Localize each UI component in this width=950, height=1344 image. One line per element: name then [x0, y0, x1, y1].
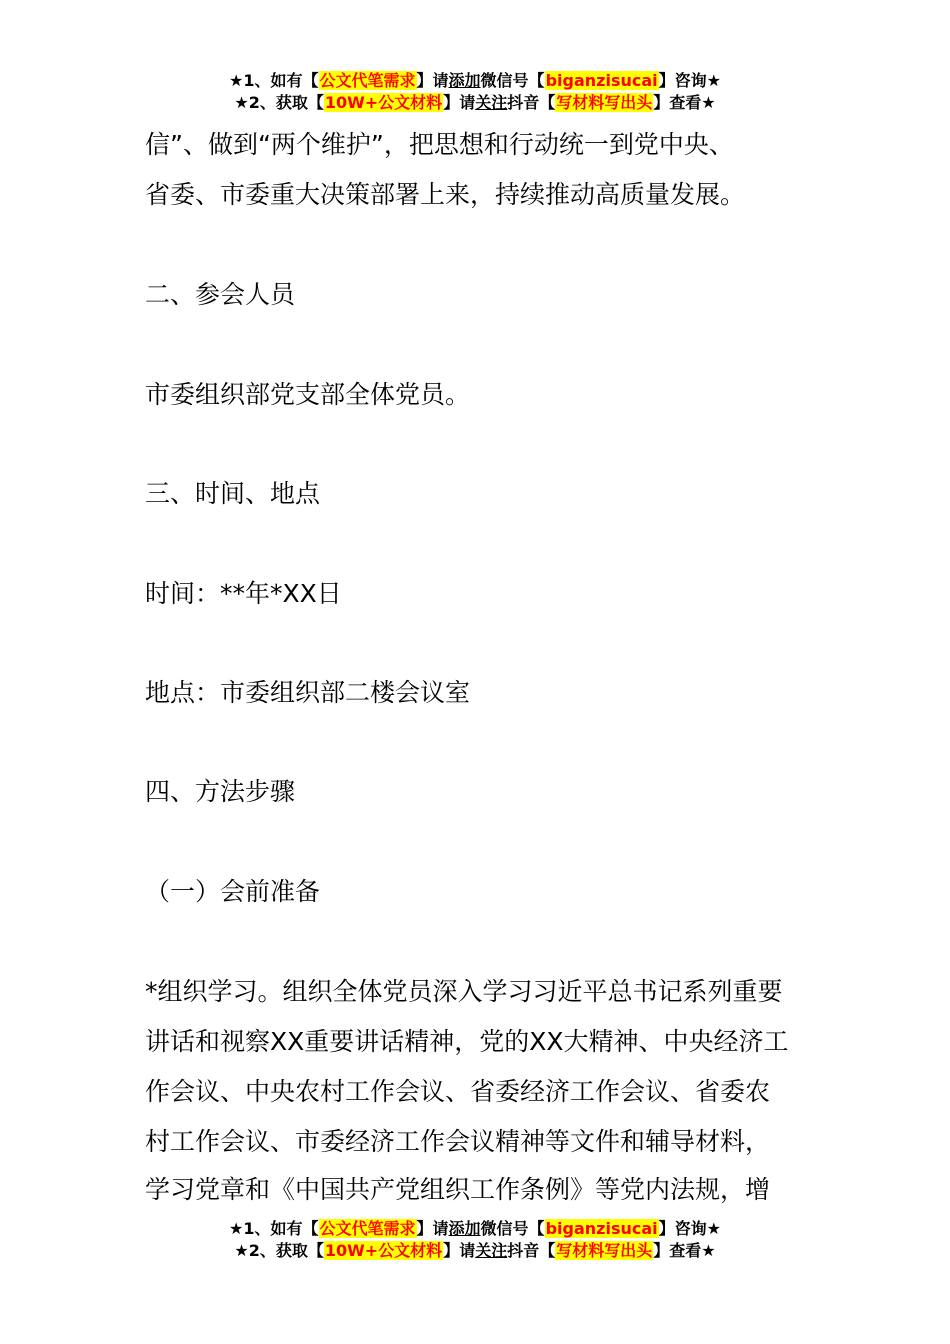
paragraph-line: 信”、做到“两个维护”，把思想和行动统一到党中央、 — [145, 130, 734, 159]
section-heading-steps: 四、方法步骤 — [145, 777, 296, 806]
header-banner — [0, 70, 950, 114]
banner-line-2: ★2、获取【10W+公文材料】请关注抖音【写材料写出头】查看★ — [234, 93, 716, 112]
footer-banner — [0, 1218, 950, 1262]
highlight-service: 公文代笔需求 — [319, 1219, 416, 1238]
banner-line-1: ★1、如有【公文代笔需求】请添加微信号【biganzisucai】咨询★ — [229, 71, 721, 90]
highlight-wechat-id: biganzisucai — [545, 71, 658, 90]
highlight-wechat-id: biganzisucai — [545, 1219, 658, 1238]
subsection-heading-preparation: （一）会前准备 — [145, 877, 321, 906]
paragraph-line: 村工作会议、市委经济工作会议精神等文件和辅导材料， — [145, 1127, 771, 1156]
attendees-text: 市委组织部党支部全体党员。 — [145, 380, 471, 409]
paragraph-line: 学习党章和《中国共产党组织工作条例》等党内法规，增 — [145, 1175, 771, 1204]
section-heading-time-place: 三、时间、地点 — [145, 479, 321, 508]
paragraph-line: 作会议、中央农村工作会议、省委经济工作会议、省委农 — [145, 1077, 771, 1106]
highlight-materials: 10W+公文材料 — [324, 1241, 443, 1260]
paragraph-line: 省委、市委重大决策部署上来，持续推动高质量发展。 — [145, 180, 746, 209]
time-text: 时间：**年*XX日 — [145, 579, 342, 608]
highlight-service: 公文代笔需求 — [319, 71, 416, 90]
paragraph-line: 讲话和视察XX重要讲话精神，党的XX大精神、中央经济工 — [145, 1027, 789, 1056]
highlight-materials: 10W+公文材料 — [324, 93, 443, 112]
paragraph-line: *组织学习。组织全体党员深入学习习近平总书记系列重要 — [145, 977, 783, 1006]
banner-line-2: ★2、获取【10W+公文材料】请关注抖音【写材料写出头】查看★ — [234, 1241, 716, 1260]
highlight-douyin: 写材料写出头 — [556, 1241, 653, 1260]
section-heading-attendees: 二、参会人员 — [145, 280, 296, 309]
place-text: 地点：市委组织部二楼会议室 — [145, 678, 471, 707]
banner-line-1: ★1、如有【公文代笔需求】请添加微信号【biganzisucai】咨询★ — [229, 1219, 721, 1238]
highlight-douyin: 写材料写出头 — [556, 93, 653, 112]
